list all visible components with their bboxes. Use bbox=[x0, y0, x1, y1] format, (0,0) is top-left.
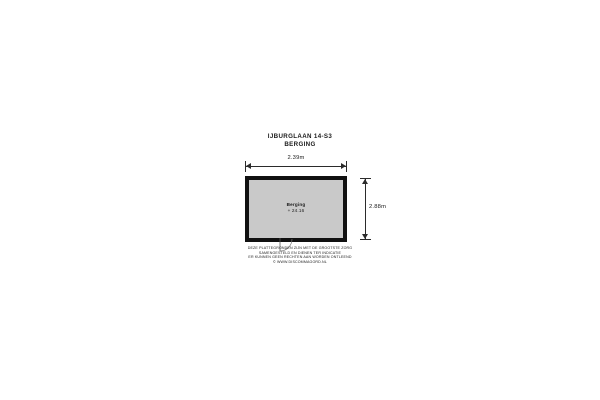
floorplan-drawing bbox=[245, 176, 347, 242]
disclaimer-line-1: DEZE PLATTEGRONDEN ZIJN MET DE GROOTSTE ZORG bbox=[247, 246, 353, 250]
arrow-down-icon bbox=[362, 234, 368, 239]
room-label-group bbox=[249, 202, 343, 214]
room-area: + 24.16 bbox=[287, 208, 305, 213]
dimension-height-label: 2.88m bbox=[369, 204, 387, 210]
disclaimer-line-3: ER KUNNEN GEEN RECHTEN AAN WORDEN ONTLEEND bbox=[248, 255, 352, 260]
dimension-width-tick-right bbox=[346, 161, 347, 172]
room-berging bbox=[249, 180, 343, 238]
arrow-up-icon bbox=[362, 179, 368, 184]
room-name: Berging bbox=[286, 202, 306, 207]
arrow-left-icon bbox=[246, 163, 251, 169]
room-walls bbox=[245, 176, 347, 242]
disclaimer bbox=[0, 246, 600, 264]
title-subject: BERGING bbox=[284, 141, 316, 148]
dimension-height-tick-bottom bbox=[360, 239, 371, 240]
arrow-right-icon bbox=[341, 163, 346, 169]
disclaimer-line-2: SAMENGESTELD EN DIENEN TER INDICATIE bbox=[258, 250, 342, 255]
dimension-width-label: 2.39m bbox=[287, 155, 305, 161]
title-address: IJBURGLAAN 14-S3 bbox=[267, 133, 333, 140]
disclaimer-line-4: © WWW.DISCOMMAGORD.NL bbox=[273, 259, 327, 264]
dimension-height bbox=[356, 178, 387, 240]
dimension-width-line bbox=[245, 166, 347, 167]
page-title bbox=[0, 133, 600, 149]
dimension-height-line bbox=[365, 178, 366, 240]
dimension-width bbox=[245, 155, 347, 171]
